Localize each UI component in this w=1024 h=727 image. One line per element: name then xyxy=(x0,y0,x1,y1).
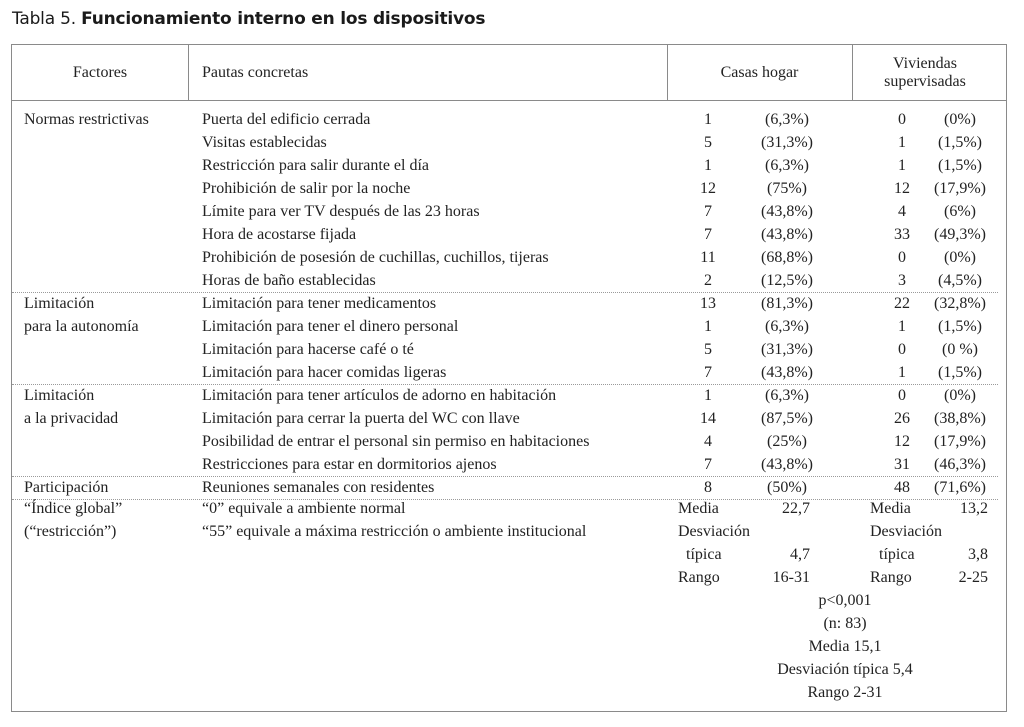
casas-percent-cell: (43,8%) xyxy=(761,203,813,220)
indice-factor-line1: “Índice global” xyxy=(24,500,123,517)
global-desv: Desviación típica 5,4 xyxy=(777,661,913,678)
casas-count-cell: 13 xyxy=(700,295,716,312)
viviendas-desv-value: 3,8 xyxy=(968,546,988,563)
casas-percent-cell: (6,3%) xyxy=(765,157,809,174)
casas-count-cell: 5 xyxy=(704,134,712,151)
header-factores xyxy=(12,45,188,100)
casas-count-cell: 11 xyxy=(700,249,716,266)
viviendas-count-cell: 0 xyxy=(898,387,906,404)
pauta-cell: Prohibición de posesión de cuchillas, cuchillos, tijeras xyxy=(202,249,549,266)
casas-percent-cell: (75%) xyxy=(767,180,807,197)
casas-percent-cell: (31,3%) xyxy=(761,341,813,358)
viviendas-percent-cell: (49,3%) xyxy=(934,226,986,243)
viviendas-count-cell: 48 xyxy=(894,479,910,496)
data-table xyxy=(11,44,1007,712)
group-separator xyxy=(12,476,998,477)
group-separator xyxy=(12,292,998,293)
casas-percent-cell: (68,8%) xyxy=(761,249,813,266)
viviendas-count-cell: 31 xyxy=(894,456,910,473)
header-divider xyxy=(188,45,189,100)
pauta-cell: Restricción para salir durante el día xyxy=(202,157,430,174)
header-casas xyxy=(667,45,852,100)
pauta-cell: Restricciones para estar en dormitorios ajenos xyxy=(202,456,497,473)
viviendas-count-cell: 33 xyxy=(894,226,910,243)
factor-label: Limitación xyxy=(24,295,95,312)
casas-percent-cell: (43,8%) xyxy=(761,456,813,473)
header-viviendas-line1: Viviendas xyxy=(893,54,957,72)
header-viviendas-line2: supervisadas xyxy=(884,72,966,90)
pauta-cell: Limitación para tener artículos de adorno en habitación xyxy=(202,387,557,404)
global-p-value: p<0,001 xyxy=(818,592,872,609)
viviendas-percent-cell: (1,5%) xyxy=(938,318,982,335)
header-viviendas xyxy=(852,45,998,100)
casas-count-cell: 7 xyxy=(704,203,712,220)
casas-percent-cell: (87,5%) xyxy=(761,410,813,427)
factor-label: Limitación xyxy=(24,387,95,404)
casas-percent-cell: (12,5%) xyxy=(761,272,813,289)
viviendas-media-label: Media xyxy=(870,500,911,517)
pauta-cell: Visitas establecidas xyxy=(202,134,327,151)
casas-count-cell: 1 xyxy=(704,387,712,404)
casas-count-cell: 1 xyxy=(704,318,712,335)
casas-rango-label: Rango xyxy=(678,569,720,586)
pauta-cell: Limitación para tener medicamentos xyxy=(202,295,437,312)
pauta-cell: Limitación para cerrar la puerta del WC con llave xyxy=(202,410,520,427)
viviendas-percent-cell: (1,5%) xyxy=(938,364,982,381)
viviendas-percent-cell: (46,3%) xyxy=(934,456,986,473)
indice-pauta-line1: “0” equivale a ambiente normal xyxy=(202,500,406,517)
pauta-cell: Hora de acostarse fijada xyxy=(202,226,357,243)
casas-media-label: Media xyxy=(678,500,719,517)
casas-count-cell: 14 xyxy=(700,410,716,427)
header-factores-text: Factores xyxy=(72,63,128,81)
casas-percent-cell: (43,8%) xyxy=(761,364,813,381)
viviendas-count-cell: 26 xyxy=(894,410,910,427)
viviendas-percent-cell: (6%) xyxy=(944,203,976,220)
header-rule xyxy=(12,100,1006,101)
pauta-cell: Limitación para tener el dinero personal xyxy=(202,318,459,335)
pauta-cell: Reuniones semanales con residentes xyxy=(202,479,435,496)
casas-percent-cell: (50%) xyxy=(767,479,807,496)
casas-percent-cell: (81,3%) xyxy=(761,295,813,312)
global-rango: Rango 2-31 xyxy=(807,684,883,701)
viviendas-count-cell: 4 xyxy=(898,203,906,220)
casas-count-cell: 2 xyxy=(704,272,712,289)
viviendas-percent-cell: (17,9%) xyxy=(934,433,986,450)
viviendas-count-cell: 12 xyxy=(894,180,910,197)
viviendas-percent-cell: (0%) xyxy=(944,249,976,266)
pauta-cell: Prohibición de salir por la noche xyxy=(202,180,411,197)
viviendas-percent-cell: (32,8%) xyxy=(934,295,986,312)
indice-factor-line2: (“restricción”) xyxy=(24,523,117,540)
casas-count-cell: 7 xyxy=(704,226,712,243)
casas-count-cell: 7 xyxy=(704,456,712,473)
viviendas-count-cell: 0 xyxy=(898,111,906,128)
pauta-cell: Puerta del edificio cerrada xyxy=(202,111,371,128)
casas-rango-value: 16-31 xyxy=(772,569,810,586)
casas-count-cell: 12 xyxy=(700,180,716,197)
viviendas-count-cell: 0 xyxy=(898,249,906,266)
viviendas-rango-value: 2-25 xyxy=(958,569,988,586)
caption-label: Tabla 5. xyxy=(12,9,76,29)
caption-title: Funcionamiento interno en los dispositivos xyxy=(81,9,486,29)
casas-count-cell: 4 xyxy=(704,433,712,450)
casas-percent-cell: (43,8%) xyxy=(761,226,813,243)
pauta-cell: Horas de baño establecidas xyxy=(202,272,376,289)
casas-count-cell: 5 xyxy=(704,341,712,358)
viviendas-count-cell: 1 xyxy=(898,157,906,174)
viviendas-percent-cell: (0%) xyxy=(944,387,976,404)
global-media: Media 15,1 xyxy=(808,638,882,655)
pauta-cell: Límite para ver TV después de las 23 horas xyxy=(202,203,480,220)
viviendas-percent-cell: (71,6%) xyxy=(934,479,986,496)
group-separator xyxy=(12,499,998,500)
viviendas-percent-cell: (1,5%) xyxy=(938,157,982,174)
viviendas-percent-cell: (1,5%) xyxy=(938,134,982,151)
casas-count-cell: 1 xyxy=(704,111,712,128)
viviendas-count-cell: 1 xyxy=(898,364,906,381)
casas-desv-value: 4,7 xyxy=(790,546,810,563)
casas-count-cell: 1 xyxy=(704,157,712,174)
pauta-cell: Posibilidad de entrar el personal sin permiso en habitaciones xyxy=(202,433,590,450)
viviendas-desv-label2: típica xyxy=(879,546,915,563)
viviendas-count-cell: 0 xyxy=(898,341,906,358)
viviendas-count-cell: 1 xyxy=(898,318,906,335)
viviendas-desv-label1: Desviación xyxy=(870,523,942,540)
viviendas-percent-cell: (0 %) xyxy=(942,341,978,358)
viviendas-percent-cell: (38,8%) xyxy=(934,410,986,427)
viviendas-count-cell: 22 xyxy=(894,295,910,312)
casas-percent-cell: (6,3%) xyxy=(765,387,809,404)
casas-percent-cell: (31,3%) xyxy=(761,134,813,151)
factor-label: Participación xyxy=(24,479,109,496)
factor-label: a la privacidad xyxy=(24,410,119,427)
pauta-cell: Limitación para hacer comidas ligeras xyxy=(202,364,447,381)
indice-pauta-line2: “55” equivale a máxima restricción o ambiente institucional xyxy=(202,523,587,540)
viviendas-percent-cell: (4,5%) xyxy=(938,272,982,289)
casas-count-cell: 7 xyxy=(704,364,712,381)
viviendas-rango-label: Rango xyxy=(870,569,912,586)
casas-media-value: 22,7 xyxy=(782,500,810,517)
viviendas-media-value: 13,2 xyxy=(960,500,988,517)
casas-count-cell: 8 xyxy=(704,479,712,496)
casas-desv-label1: Desviación xyxy=(678,523,750,540)
header-pautas-text: Pautas concretas xyxy=(202,63,309,81)
casas-percent-cell: (25%) xyxy=(767,433,807,450)
viviendas-percent-cell: (17,9%) xyxy=(934,180,986,197)
header-pautas xyxy=(202,45,308,100)
viviendas-count-cell: 12 xyxy=(894,433,910,450)
header-casas-text: Casas hogar xyxy=(720,63,799,81)
viviendas-percent-cell: (0%) xyxy=(944,111,976,128)
viviendas-count-cell: 3 xyxy=(898,272,906,289)
viviendas-count-cell: 1 xyxy=(898,134,906,151)
factor-label: Normas restrictivas xyxy=(24,111,149,128)
table-caption xyxy=(12,9,485,29)
global-n: (n: 83) xyxy=(823,615,867,632)
casas-percent-cell: (6,3%) xyxy=(765,111,809,128)
casas-percent-cell: (6,3%) xyxy=(765,318,809,335)
pauta-cell: Limitación para hacerse café o té xyxy=(202,341,414,358)
factor-label: para la autonomía xyxy=(24,318,139,335)
casas-desv-label2: típica xyxy=(686,546,722,563)
